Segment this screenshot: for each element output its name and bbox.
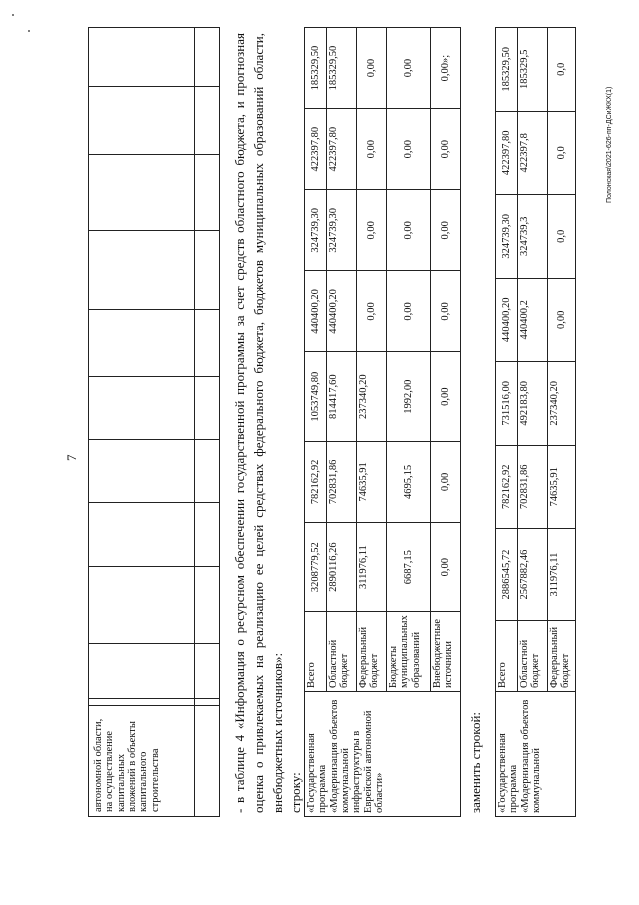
source-cell: Областной бюджет	[518, 621, 548, 692]
value-cell: 0,00	[387, 271, 431, 352]
value-cell: 0,00	[357, 190, 387, 271]
source-cell: Областной бюджет	[327, 612, 357, 692]
program-name-cell	[305, 692, 461, 817]
value-cell: 440400,2	[518, 278, 548, 362]
old-row-table	[304, 27, 461, 817]
empty-cell	[195, 377, 220, 440]
value-cell: 324739,3	[518, 195, 548, 279]
value-cell: 422397,80	[496, 111, 518, 195]
row-label: строку:	[288, 772, 303, 813]
empty-cell	[195, 705, 220, 816]
source-cell: Внебюджетные источники	[431, 612, 461, 692]
continuation-table	[88, 27, 220, 817]
source-cell: Федеральный бюджет	[357, 612, 387, 692]
value-cell: 2567882,46	[518, 529, 548, 621]
value-cell: 0,00	[548, 278, 576, 362]
value-cell: 185329,50	[327, 28, 357, 109]
value-cell: 422397,80	[305, 109, 327, 190]
value-cell: 492183,80	[518, 362, 548, 446]
value-cell: 702831,86	[327, 441, 357, 522]
value-cell: 422397,8	[518, 111, 548, 195]
value-cell: 782162,92	[305, 441, 327, 522]
program-name: «Государственная программа «Модернизация объектов коммунальной инфраструктуры в Еврейской автономной области»	[306, 699, 385, 813]
empty-cell	[89, 566, 195, 643]
empty-cell	[195, 566, 220, 643]
value-cell: 702831,86	[518, 445, 548, 529]
new-row-table	[495, 27, 576, 817]
empty-cell	[195, 502, 220, 566]
value-cell: 0,00	[357, 28, 387, 109]
value-cell: 185329,50	[305, 28, 327, 109]
empty-cell	[195, 154, 220, 230]
value-cell: 0,00»;	[431, 28, 461, 109]
source-cell: Всего	[305, 612, 327, 692]
source-cell: Федеральный бюджет	[548, 621, 576, 692]
empty-cell	[89, 439, 195, 502]
empty-cell	[89, 154, 195, 230]
value-cell: 0,00	[431, 109, 461, 190]
value-cell: 311976,11	[548, 529, 576, 621]
empty-cell	[195, 439, 220, 502]
value-cell: 814417,60	[327, 352, 357, 441]
source-cell: Бюджеты муниципальных образований	[387, 612, 431, 692]
value-cell: 185329,5	[518, 28, 548, 112]
value-cell: 74635,91	[548, 445, 576, 529]
empty-cell	[195, 230, 220, 309]
value-cell: 782162,92	[496, 445, 518, 529]
value-cell: 3208779,52	[305, 522, 327, 611]
amendment-paragraph: - в таблице 4 «Информация о ресурсном обеспечении государственной программы за счет средств областного бюджета, и прогнозная оценка о привлекаемых на реализацию ее целей средствах федерального бюджета, бюджетов муниципальных образований области, внебюджетных источников»:	[232, 33, 285, 813]
value-cell: 731516,00	[496, 362, 518, 446]
value-cell: 74635,91	[357, 441, 387, 522]
empty-cell	[195, 87, 220, 155]
value-cell: 422397,80	[327, 109, 357, 190]
empty-cell	[89, 230, 195, 309]
value-cell: 0,00	[357, 109, 387, 190]
value-cell: 0,00	[431, 190, 461, 271]
value-cell: 4695,15	[387, 441, 431, 522]
value-cell: 0,00	[431, 352, 461, 441]
value-cell: 0,00	[387, 109, 431, 190]
continuation-label-cell	[89, 705, 195, 816]
empty-cell	[89, 28, 195, 87]
value-cell: 6687,15	[387, 522, 431, 611]
empty-cell	[89, 309, 195, 377]
value-cell: 237340,20	[548, 362, 576, 446]
value-cell: 440400,20	[305, 271, 327, 352]
value-cell: 185329,50	[496, 28, 518, 112]
empty-cell	[89, 502, 195, 566]
program-name-cell	[496, 692, 576, 817]
value-cell: 2886545,72	[496, 529, 518, 621]
empty-cell	[89, 377, 195, 440]
empty-cell	[89, 87, 195, 155]
empty-cell	[89, 644, 195, 698]
value-cell: 0,00	[387, 190, 431, 271]
program-name: «Государственная программа «Модернизация объектов коммунальной	[497, 699, 542, 813]
footer-document-reference: Полонская\2021-626-пп-ДСиЖКХ(1)	[606, 86, 613, 203]
value-cell: 0,00	[387, 28, 431, 109]
value-cell: 324739,30	[496, 195, 518, 279]
replace-label: заменить строкой:	[468, 711, 483, 813]
source-cell: Всего	[496, 621, 518, 692]
value-cell: 0,00	[431, 522, 461, 611]
continuation-label: автономной области, на осуществление капитальных вложений в объекты капитального строительства	[93, 718, 161, 812]
value-cell: 0,0	[548, 28, 576, 112]
value-cell: 237340,20	[357, 352, 387, 441]
value-cell: 440400,20	[327, 271, 357, 352]
page-number: 7	[64, 454, 79, 461]
value-cell: 324739,30	[305, 190, 327, 271]
value-cell: 324739,30	[327, 190, 357, 271]
value-cell: 1992,00	[387, 352, 431, 441]
empty-cell	[195, 644, 220, 698]
value-cell: 0,00	[431, 271, 461, 352]
value-cell: 2890116,26	[327, 522, 357, 611]
value-cell: 0,00	[431, 441, 461, 522]
value-cell: 0,00	[357, 271, 387, 352]
value-cell: 440400,20	[496, 278, 518, 362]
empty-cell	[195, 698, 220, 705]
empty-cell	[195, 28, 220, 87]
empty-cell	[89, 698, 195, 705]
value-cell: 1053749,80	[305, 352, 327, 441]
value-cell: 0,0	[548, 111, 576, 195]
empty-cell	[195, 309, 220, 377]
value-cell: 0,0	[548, 195, 576, 279]
value-cell: 311976,11	[357, 522, 387, 611]
